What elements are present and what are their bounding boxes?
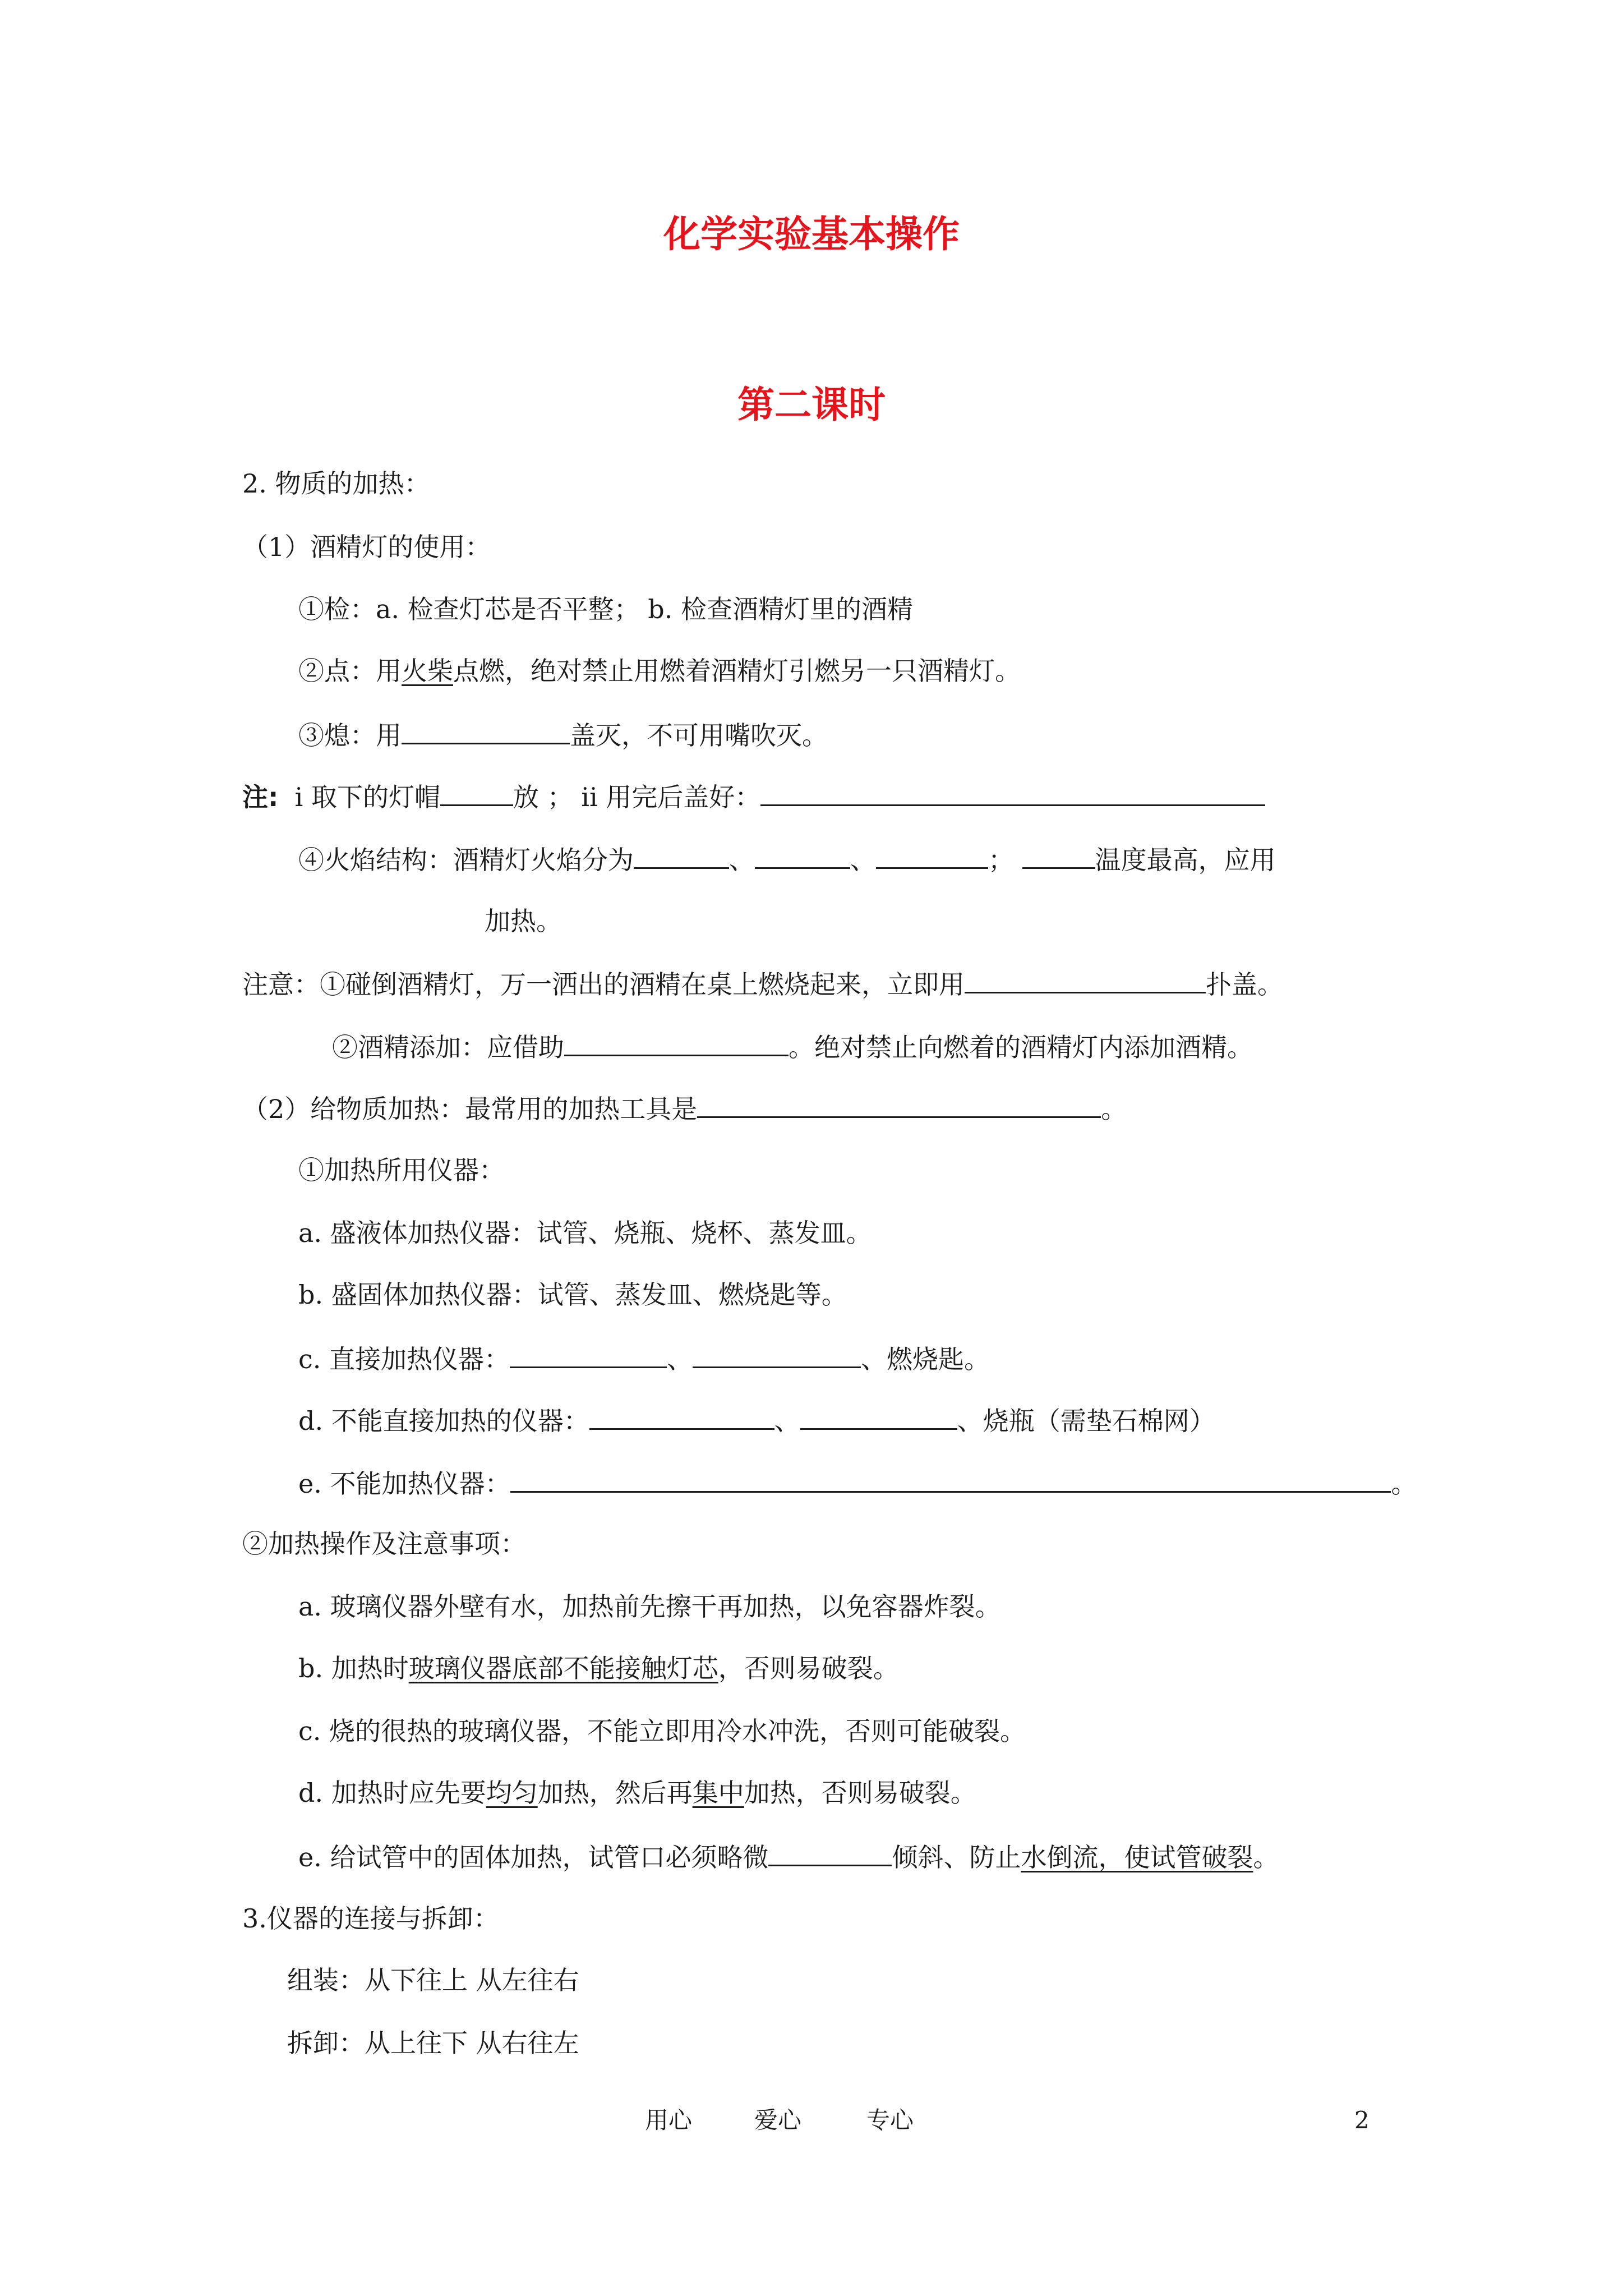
blank-funnel[interactable] <box>564 1029 789 1056</box>
section-2-heading: 2. 物质的加热： <box>242 468 430 499</box>
section-3-heading: 3.仪器的连接与拆卸： <box>242 1903 499 1934</box>
attention-2-text-b: 。绝对禁止向燃着的酒精灯内添加酒精。 <box>789 1032 1253 1062</box>
flame-line <box>298 841 1276 877</box>
operation-d-text-c: 加热，然后再 <box>537 1778 693 1808</box>
attention-1-text-a: 注意：①碰倒酒精灯，万一洒出的酒精在桌上燃烧起来，立即用 <box>242 969 965 1000</box>
light-line <box>298 654 1021 688</box>
attention-2-text-a: ②酒精添加：应借助 <box>332 1032 564 1062</box>
operation-e-text-d: 。 <box>1253 1842 1279 1872</box>
subsection-2-text-a: （2）给物质加热：最常用的加热工具是 <box>242 1094 698 1124</box>
attention-1-line <box>242 966 1283 1001</box>
attention-2-line <box>332 1029 1253 1064</box>
operation-b-underlined: 玻璃仪器底部不能接触灯芯 <box>408 1653 718 1683</box>
blank-indirect-1[interactable] <box>589 1402 774 1430</box>
operation-d-concentrated: 集中 <box>692 1778 744 1808</box>
operation-d-uniform: 均匀 <box>486 1778 538 1808</box>
instrument-e-text-a: e. 不能加热仪器： <box>298 1469 511 1499</box>
page-subtitle: 第二课时 <box>737 383 886 426</box>
light-text-match: 火柴 <box>402 656 453 686</box>
light-text-a: ②点：用 <box>298 656 402 686</box>
blank-flame-3[interactable] <box>876 841 988 869</box>
light-text-c: 点燃，绝对禁止用燃着酒精灯引燃另一只酒精灯。 <box>453 656 1021 686</box>
operations-heading: ②加热操作及注意事项： <box>242 1529 526 1559</box>
operation-e-text-b: 倾斜、防止 <box>892 1842 1021 1872</box>
blank-flame-2[interactable] <box>755 841 850 869</box>
note-text-a: i 取下的灯帽 <box>294 782 440 812</box>
blank-flame-1[interactable] <box>634 841 729 869</box>
note-text-b: 放 ； ii 用完后盖好： <box>513 782 761 812</box>
instrument-c-text-b: 、燃烧匙。 <box>861 1344 990 1374</box>
subsection-1-heading: （1）酒精灯的使用： <box>242 532 491 562</box>
operation-b-text-c: ，否则易破裂。 <box>718 1653 899 1683</box>
instrument-c <box>298 1341 990 1376</box>
assemble-line: 组装：从下往上 从左往右 <box>287 1965 579 1995</box>
flame-sep-2: 、 <box>850 845 876 875</box>
blank-flame-hottest[interactable] <box>1022 841 1095 869</box>
flame-sep-3: ； <box>988 845 1014 875</box>
instrument-a: a. 盛液体加热仪器：试管、烧瓶、烧杯、蒸发皿。 <box>298 1218 872 1248</box>
footer-motto-1: 用心 <box>645 2106 693 2134</box>
blank-direct-2[interactable] <box>693 1341 861 1368</box>
subsection-2-line <box>242 1091 1127 1126</box>
blank-heating-tool[interactable] <box>697 1091 1101 1118</box>
blank-indirect-2[interactable] <box>800 1402 957 1430</box>
blank-direct-1[interactable] <box>510 1341 667 1368</box>
instrument-d-text-a: d. 不能直接加热的仪器： <box>298 1406 589 1436</box>
flame-text-a: ④火焰结构：酒精灯火焰分为 <box>298 845 634 875</box>
extinguish-line <box>298 717 828 752</box>
instrument-d <box>298 1402 1215 1438</box>
blank-cap[interactable] <box>440 779 513 806</box>
page-number: 2 <box>1354 2106 1370 2134</box>
flame-line-cont: 加热。 <box>485 906 562 936</box>
blank-cover[interactable] <box>760 779 1265 806</box>
instrument-c-text-a: c. 直接加热仪器： <box>298 1344 510 1374</box>
instruments-heading: ①加热所用仪器： <box>298 1155 505 1185</box>
note-line <box>242 779 1265 814</box>
instrument-d-sep: 、 <box>774 1406 800 1436</box>
operation-c: c. 烧的很热的玻璃仪器，不能立即用冷水冲洗，否则可能破裂。 <box>298 1716 1026 1746</box>
blank-tilt[interactable] <box>768 1839 892 1866</box>
flame-text-b: 温度最高，应用 <box>1095 845 1276 875</box>
footer-motto-2: 爱心 <box>754 2106 802 2134</box>
operation-d-text-a: d. 加热时应先要 <box>298 1778 486 1808</box>
check-line: ①检：a. 检查灯芯是否平整； b. 检查酒精灯里的酒精 <box>298 594 913 624</box>
extinguish-text-a: ③熄：用 <box>298 720 402 751</box>
note-label: 注: <box>242 782 279 812</box>
extinguish-text-b: 盖灭，不可用嘴吹灭。 <box>570 720 828 751</box>
instrument-e <box>298 1465 1417 1501</box>
page-title: 化学实验基本操作 <box>663 213 960 256</box>
operation-b-text-a: b. 加热时 <box>298 1653 409 1683</box>
operation-e-underlined: 水倒流，使试管破裂 <box>1021 1842 1253 1872</box>
instrument-b: b. 盛固体加热仪器：试管、蒸发皿、燃烧匙等。 <box>298 1280 847 1310</box>
operation-a: a. 玻璃仪器外壁有水，加热前先擦干再加热，以免容器炸裂。 <box>298 1591 1001 1622</box>
footer-motto-3: 专心 <box>866 2106 914 2134</box>
instrument-e-text-b: 。 <box>1391 1469 1417 1499</box>
subsection-2-text-b: 。 <box>1101 1094 1127 1124</box>
instrument-d-text-b: 、烧瓶（需垫石棉网） <box>957 1406 1215 1436</box>
operation-d <box>298 1776 976 1810</box>
operation-b <box>298 1651 899 1685</box>
blank-no-heat[interactable] <box>510 1465 1391 1493</box>
flame-sep-1: 、 <box>729 845 755 875</box>
blank-extinguish[interactable] <box>402 717 570 744</box>
disassemble-line: 拆卸：从上往下 从右往左 <box>287 2028 579 2058</box>
operation-d-text-e: 加热，否则易破裂。 <box>744 1778 976 1808</box>
attention-1-text-b: 扑盖。 <box>1206 969 1283 1000</box>
operation-e-text-a: e. 给试管中的固体加热，试管口必须略微 <box>298 1842 769 1872</box>
blank-smother[interactable] <box>965 966 1206 993</box>
operation-e <box>298 1839 1279 1874</box>
instrument-c-sep: 、 <box>667 1344 693 1374</box>
